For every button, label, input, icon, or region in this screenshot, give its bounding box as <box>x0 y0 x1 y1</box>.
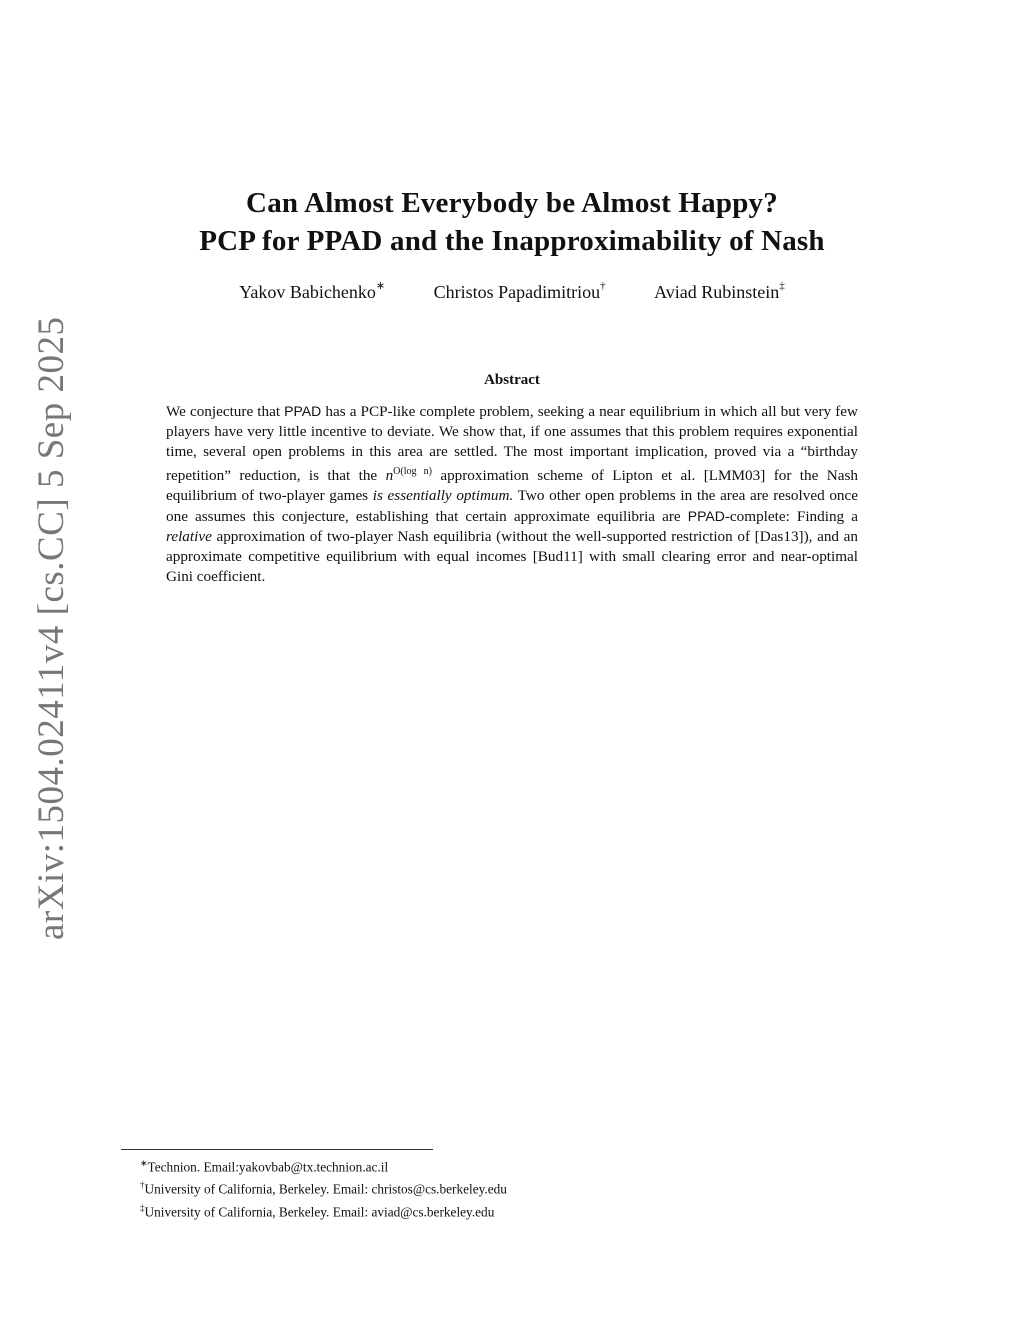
emphasis-optimum: is essentially optimum. <box>372 487 514 505</box>
footnote-divider <box>121 1149 433 1150</box>
math-exponent: O(log n) <box>393 466 432 477</box>
footnote-item: †University of California, Berkeley. Email: christos@cs.berkeley.edu <box>140 1180 507 1197</box>
author-papadimitriou: Christos Papadimitriou† <box>433 280 606 302</box>
arxiv-identifier-stamp: arXiv:1504.02411v4 [cs.CC] 5 Sep 2025 <box>31 316 72 940</box>
math-n: n <box>385 467 394 485</box>
paper-title-line-1: Can Almost Everybody be Almost Happy? <box>246 187 778 219</box>
ppad-term: PPAD <box>687 508 725 525</box>
footnotes <box>140 1154 507 1221</box>
footnote-item: ∗Technion. Email:yakovbab@tx.technion.ac.il <box>140 1158 389 1175</box>
emphasis-relative: relative <box>166 528 212 546</box>
abstract-heading: Abstract <box>484 372 540 388</box>
ppad-term: PPAD <box>284 403 322 419</box>
footnote-item: ‡University of California, Berkeley. Email: aviad@cs.berkeley.edu <box>140 1202 495 1220</box>
abstract-text: We conjecture that PPAD has a PCP-like complete problem, seeking a near equilibrium in which all but very few players have very little incentive to deviate. We show that, if one assumes that this problem requires exponential time, several open problems in this area are settled. The most important implication, proved via a “birthday repetition” reduction, is that the $n^{O(log n)}$ approximation scheme of Lipton et al. [LMM03] for the Nash equilibrium of two-player games is essentially optimum. Two other open problems in the area are resolved once one assumes this conjecture, establishing that certain approximate equilibria are PPAD-complete: Finding a relative approximation of two-player Nash equilibria (without the well-supported restriction of [Das13]), and an approximate competitive equilibrium with equal incomes [Bud11] with small clearing error and near-optimal Gini coefficient. <box>166 403 858 586</box>
author-rubinstein: Aviad Rubinstein‡ <box>654 280 785 302</box>
paper-title-line-2: PCP for PPAD and the Inapproximability of Nash <box>199 225 825 257</box>
author-list <box>0 281 1024 303</box>
author-babichenko: Yakov Babichenko∗ <box>239 280 386 302</box>
